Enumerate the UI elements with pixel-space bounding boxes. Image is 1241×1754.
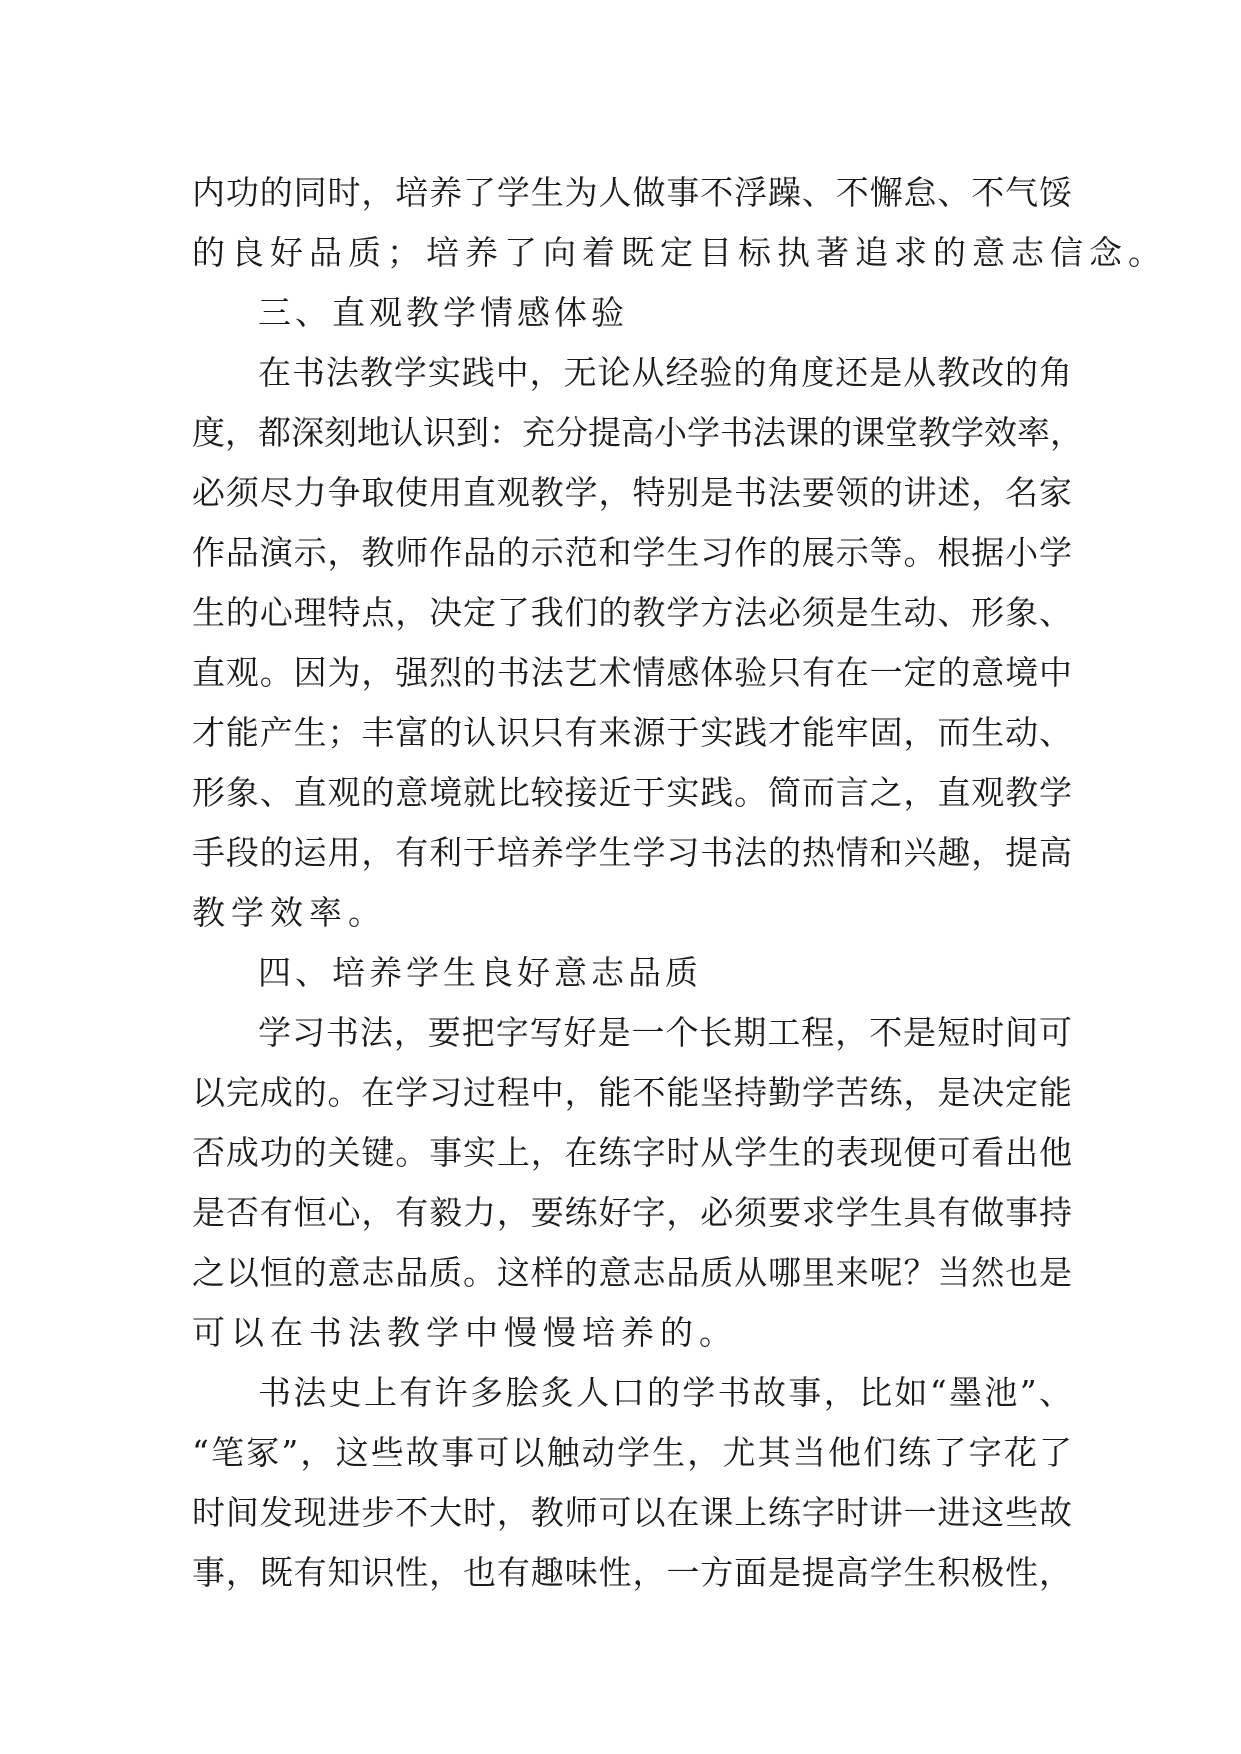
paragraph-line: 直观。因为，强烈的书法艺术情感体验只有在一定的意境中 (192, 653, 1072, 692)
paragraph-line: 在书法教学实践中，无论从经验的角度还是从教改的角 (258, 353, 1072, 392)
paragraph-line: 生的心理特点，决定了我们的教学方法必须是生动、形象、 (192, 593, 1072, 632)
paragraph-line: 形象、直观的意境就比较接近于实践。简而言之，直观教学 (192, 773, 1072, 812)
paragraph-line: 教学效率。 (192, 893, 387, 932)
paragraph-line: 否成功的关键。事实上，在练字时从学生的表现便可看出他 (192, 1133, 1072, 1172)
paragraph-line: 之以恒的意志品质。这样的意志品质从哪里来呢？当然也是 (192, 1253, 1072, 1292)
paragraph-line: 必须尽力争取使用直观教学，特别是书法要领的讲述，名家 (192, 473, 1072, 512)
paragraph-line: 度，都深刻地认识到：充分提高小学书法课的课堂教学效率， (192, 413, 1083, 452)
paragraph-line: 学习书法，要把字写好是一个长期工程，不是短时间可 (258, 1013, 1072, 1052)
paragraph-line: “笔冢”，这些故事可以触动学生，尤其当他们练了字花了 (192, 1433, 1072, 1472)
paragraph-line: 的良好品质；培养了向着既定目标执著追求的意志信念。 (192, 233, 1167, 272)
paragraph-line: 作品演示，教师作品的示范和学生习作的展示等。根据小学 (192, 533, 1072, 572)
paragraph-line: 事，既有知识性，也有趣味性，一方面是提高学生积极性， (192, 1553, 1072, 1592)
paragraph-line: 是否有恒心，有毅力，要练好字，必须要求学生具有做事持 (192, 1193, 1072, 1232)
paragraph-line: 内功的同时，培养了学生为人做事不浮躁、不懈怠、不气馁 (192, 173, 1072, 212)
paragraph-line: 时间发现进步不大时，教师可以在课上练字时讲一进这些故 (192, 1493, 1072, 1532)
paragraph-line: 可以在书法教学中慢慢培养的。 (192, 1313, 738, 1352)
paragraph-line: 以完成的。在学习过程中，能不能坚持勤学苦练，是决定能 (192, 1073, 1072, 1112)
section-heading: 四、培养学生良好意志品质 (258, 953, 702, 992)
paragraph-line: 书法史上有许多脍炙人口的学书故事，比如“墨池”、 (258, 1373, 1072, 1412)
paragraph-line: 手段的运用，有利于培养学生学习书法的热情和兴趣，提高 (192, 833, 1072, 872)
section-heading: 三、直观教学情感体验 (258, 293, 628, 332)
paragraph-line: 才能产生；丰富的认识只有来源于实践才能牢固，而生动、 (192, 713, 1072, 752)
